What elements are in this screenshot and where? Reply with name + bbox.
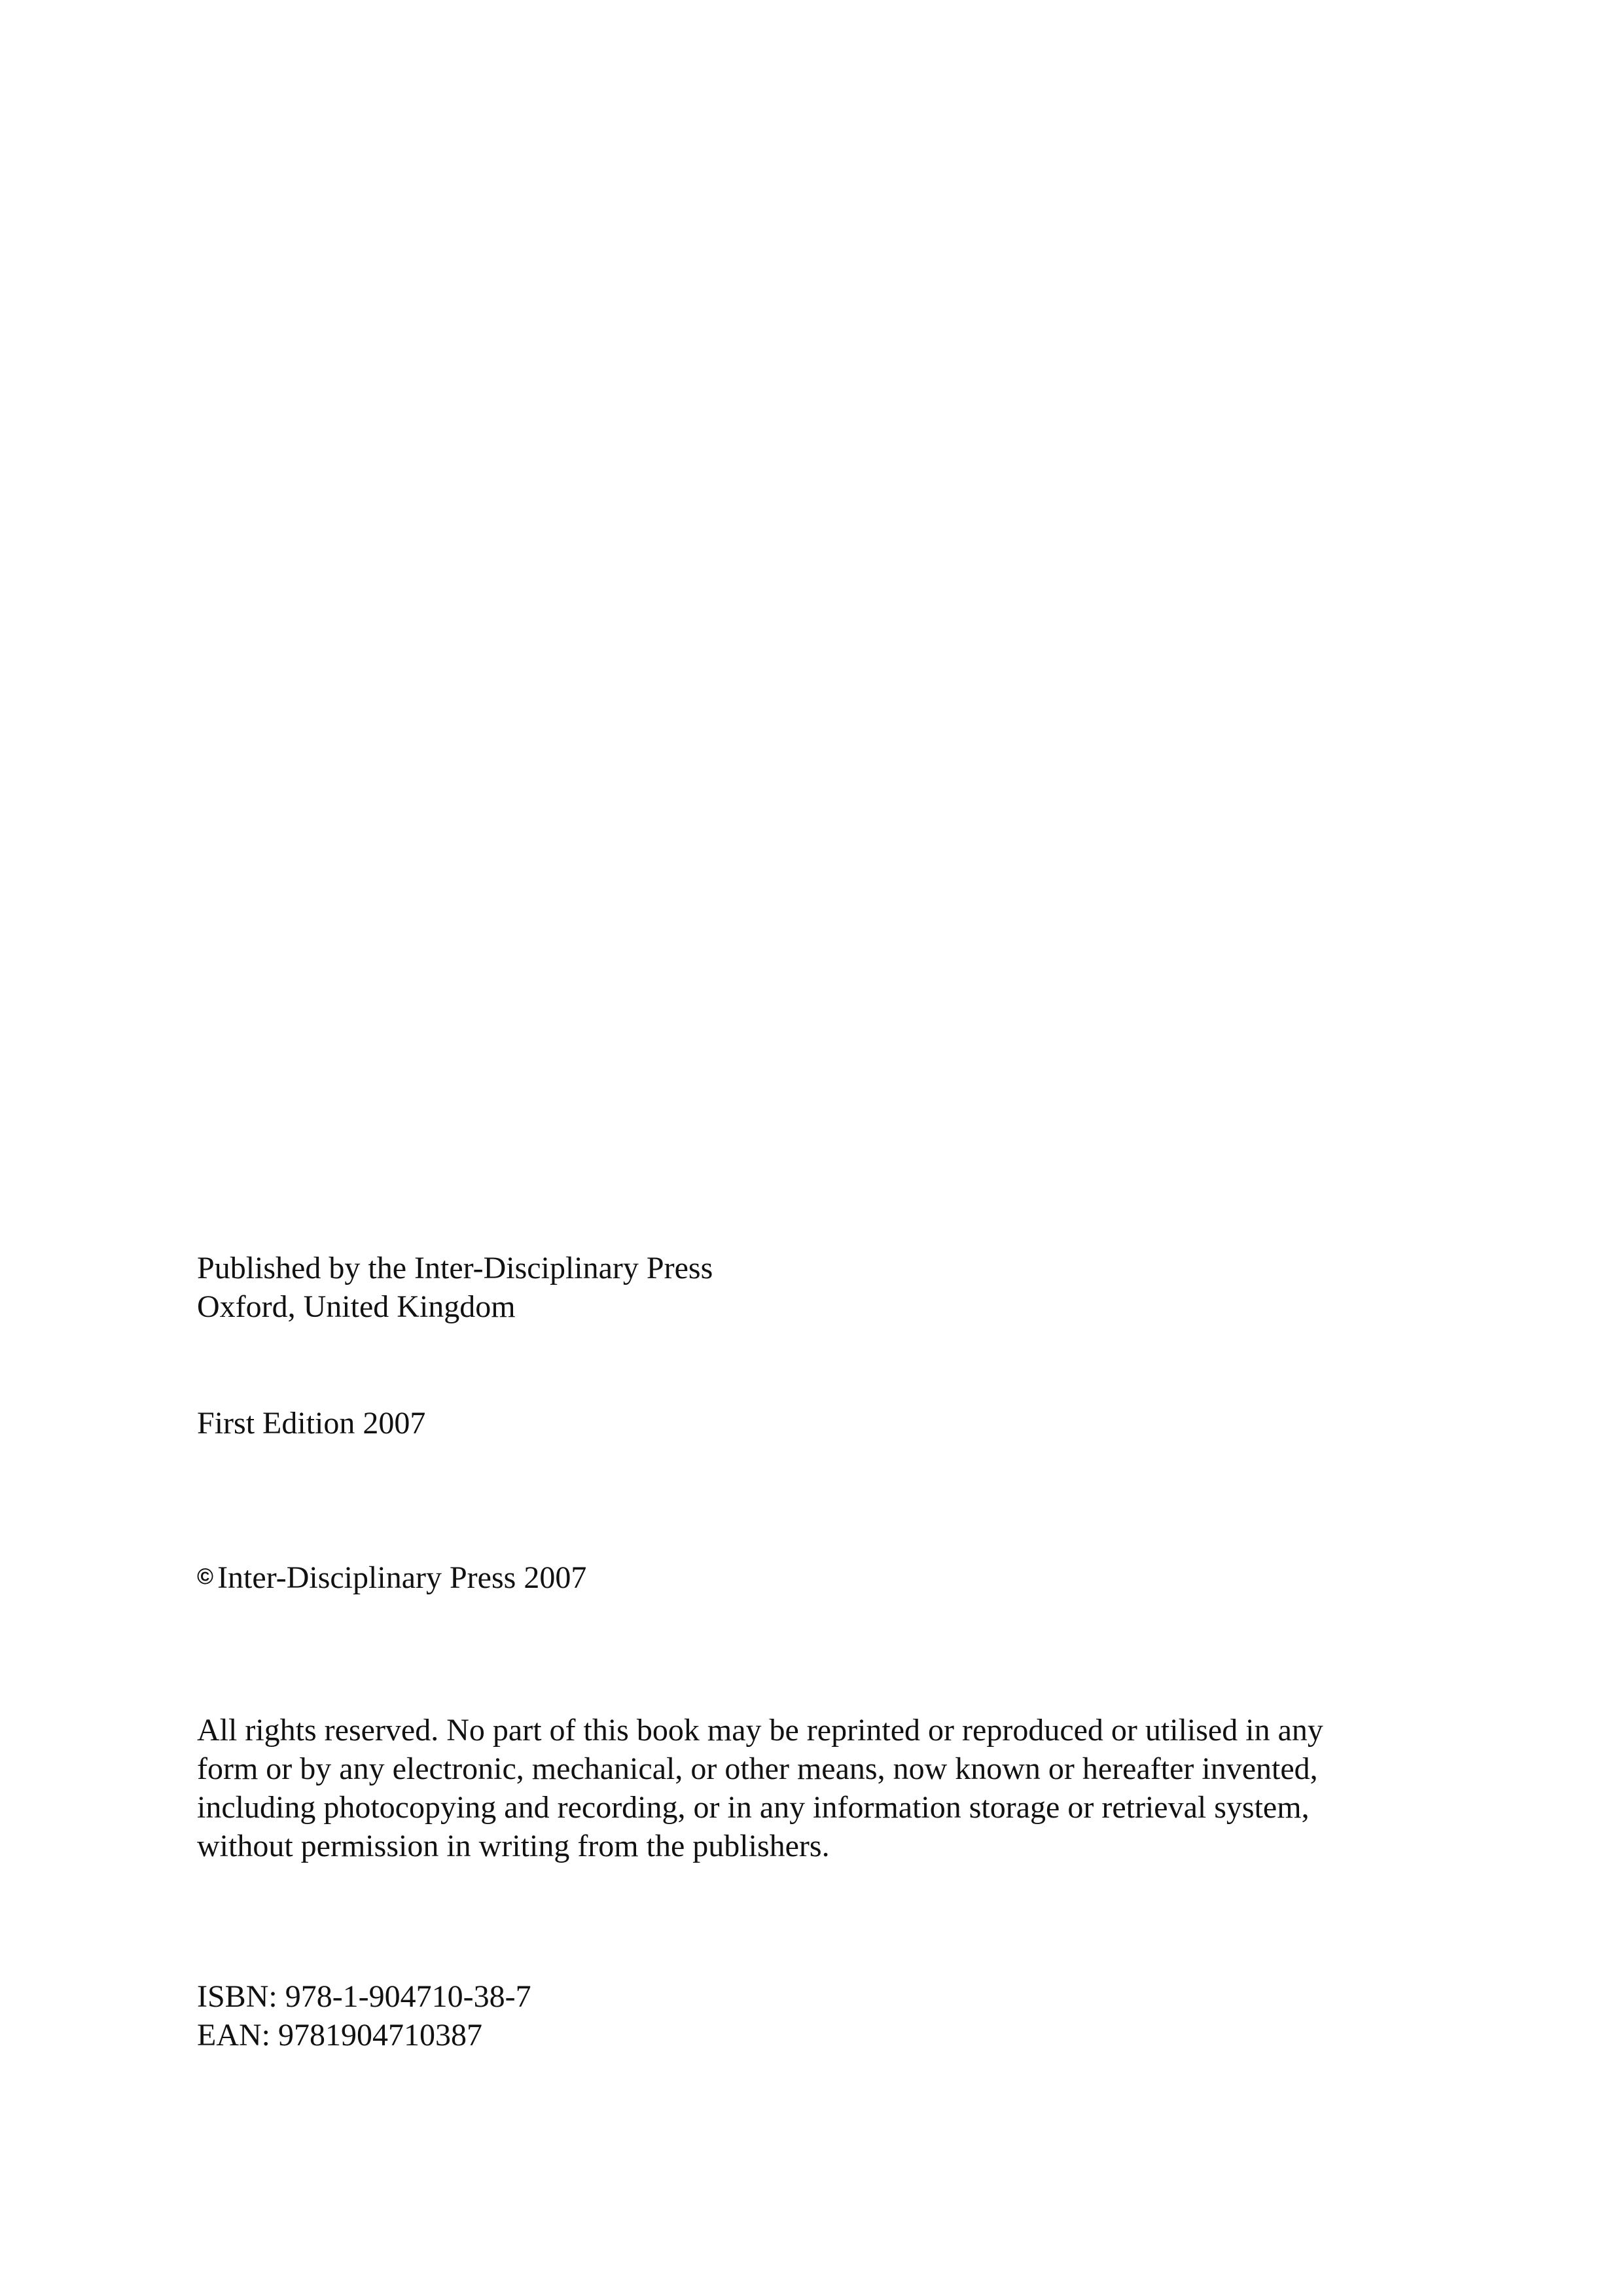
publisher-name: Published by the Inter-Disciplinary Press (197, 1251, 713, 1285)
publisher-location: Oxford, United Kingdom (197, 1289, 516, 1324)
rights-line: including photocopying and recording, or in any information storage or retrieval system, (197, 1790, 1310, 1825)
isbn-number: ISBN: 978-1-904710-38-7 (197, 1979, 531, 2014)
publisher-info (197, 1249, 713, 1326)
rights-line: form or by any electronic, mechanical, or other means, now known or hereafter invented, (197, 1751, 1318, 1786)
rights-line: All rights reserved. No part of this book may be reprinted or reproduced or utilised in any (197, 1713, 1323, 1748)
ean-number: EAN: 9781904710387 (197, 2018, 482, 2053)
copyright-notice (197, 1558, 586, 1597)
copyright-icon: © (197, 1564, 214, 1589)
edition-statement: First Edition 2007 (197, 1406, 426, 1441)
book-identifiers (197, 1977, 531, 2054)
rights-line: without permission in writing from the publishers. (197, 1829, 830, 1863)
copyright-holder: Inter-Disciplinary Press 2007 (217, 1560, 587, 1595)
rights-statement (197, 1711, 1440, 1865)
